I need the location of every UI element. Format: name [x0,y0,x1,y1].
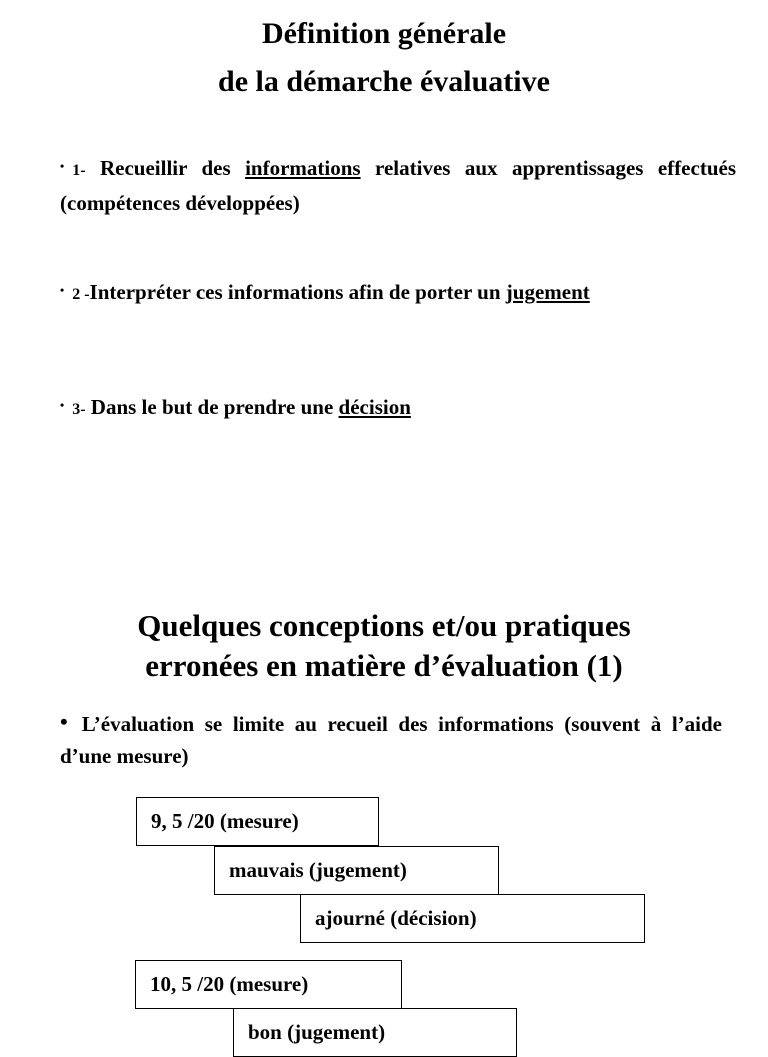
bullet-dot: • [60,398,65,412]
misconception-bullet [60,706,722,772]
step-text-before: Interpréter ces informations afin de porter un [89,280,506,304]
step-keyword: informations [245,156,361,180]
slide1-title-line1: Définition générale [261,17,507,50]
step-number: 1- [72,162,86,179]
bullet-dot: • [60,283,65,297]
slide2-title-line2: erronées en matière d’évaluation (1) [145,648,623,683]
step-text-before: Dans le but de prendre une [85,395,339,419]
bullet-dot: • [60,709,68,734]
slide1-title [0,10,768,106]
example-box-mesure-1: 9, 5 /20 (mesure) [136,797,379,846]
step-keyword: jugement [505,280,590,304]
example-box-mesure-2: 10, 5 /20 (mesure) [135,960,402,1009]
step-number: 3- [72,401,86,418]
slide2-title-line1: Quelques conceptions et/ou pratiques [137,608,631,643]
misconception-text: L’évaluation se limite au recueil des informations (souvent à l’aide d’une mesure) [60,712,722,768]
slide1-title-line2: de la démarche évaluative [218,65,550,98]
definition-step-2 [60,274,736,311]
example-box-decision-1: ajourné (décision) [300,894,645,943]
step-text-after: relatives aux apprentissages effectués (compétences développées) [60,156,736,215]
slide2-title [0,606,768,686]
bullet-dot: • [60,159,65,173]
definition-step-1 [60,150,736,219]
example-box-jugement-1: mauvais (jugement) [214,846,499,895]
example-box-jugement-2: bon (jugement) [233,1008,517,1057]
step-keyword: décision [338,395,411,419]
definition-step-3 [60,389,736,426]
step-number: 2 - [72,286,90,303]
step-text-before: Recueillir des [85,156,246,180]
